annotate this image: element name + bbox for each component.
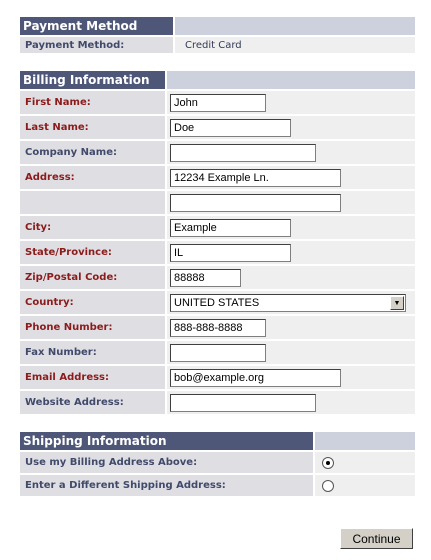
address-label: Address:	[20, 166, 165, 189]
website-address-label: Website Address:	[20, 391, 165, 414]
address-cell	[167, 166, 415, 189]
phone-number-label: Phone Number:	[20, 316, 165, 339]
email-address-label: Email Address:	[20, 366, 165, 389]
phone-number-cell	[167, 316, 415, 339]
state-province-input[interactable]	[170, 244, 291, 262]
address-input[interactable]	[170, 169, 341, 187]
different-shipping-address-radio[interactable]	[322, 480, 334, 492]
country-select-value: UNITED STATES	[174, 297, 260, 309]
state-province-cell	[167, 241, 415, 264]
fax-number-label: Fax Number:	[20, 341, 165, 364]
company-name-cell	[167, 141, 415, 164]
use-billing-address-label: Use my Billing Address Above:	[20, 452, 313, 473]
company-name-input[interactable]	[170, 144, 316, 162]
last-name-cell	[167, 116, 415, 139]
phone-number-input[interactable]	[170, 319, 266, 337]
state-province-label: State/Province:	[20, 241, 165, 264]
address-line2-input[interactable]	[170, 194, 341, 212]
city-input[interactable]	[170, 219, 291, 237]
billing-information-header-fill	[167, 71, 415, 89]
company-name-label: Company Name:	[20, 141, 165, 164]
zip-postal-code-input[interactable]	[170, 269, 241, 287]
shipping-information-header-fill	[315, 432, 415, 450]
fax-number-cell	[167, 341, 415, 364]
use-billing-address-radio[interactable]	[322, 457, 334, 469]
zip-postal-code-cell	[167, 266, 415, 289]
chevron-down-icon[interactable]: ▼	[390, 296, 404, 310]
country-label: Country:	[20, 291, 165, 314]
first-name-cell	[167, 91, 415, 114]
first-name-input[interactable]	[170, 94, 266, 112]
country-select[interactable]	[170, 294, 406, 312]
payment-method-label: Payment Method:	[20, 37, 173, 53]
different-shipping-address-cell	[315, 475, 415, 496]
shipping-information-header: Shipping Information	[20, 432, 313, 450]
website-address-cell	[167, 391, 415, 414]
email-address-input[interactable]	[170, 369, 341, 387]
last-name-input[interactable]	[170, 119, 291, 137]
payment-method-header-fill	[175, 17, 415, 35]
email-address-cell	[167, 366, 415, 389]
use-billing-address-cell	[315, 452, 415, 473]
fax-number-input[interactable]	[170, 344, 266, 362]
continue-button[interactable]: Continue	[340, 528, 413, 549]
city-cell	[167, 216, 415, 239]
address-line2-label	[20, 191, 165, 214]
payment-method-value: Credit Card	[175, 37, 415, 53]
city-label: City:	[20, 216, 165, 239]
different-shipping-address-label: Enter a Different Shipping Address:	[20, 475, 313, 496]
last-name-label: Last Name:	[20, 116, 165, 139]
payment-method-header: Payment Method	[20, 17, 173, 35]
zip-postal-code-label: Zip/Postal Code:	[20, 266, 165, 289]
country-cell	[167, 291, 415, 314]
billing-information-header: Billing Information	[20, 71, 165, 89]
first-name-label: First Name:	[20, 91, 165, 114]
website-address-input[interactable]	[170, 394, 316, 412]
address-line2-cell	[167, 191, 415, 214]
